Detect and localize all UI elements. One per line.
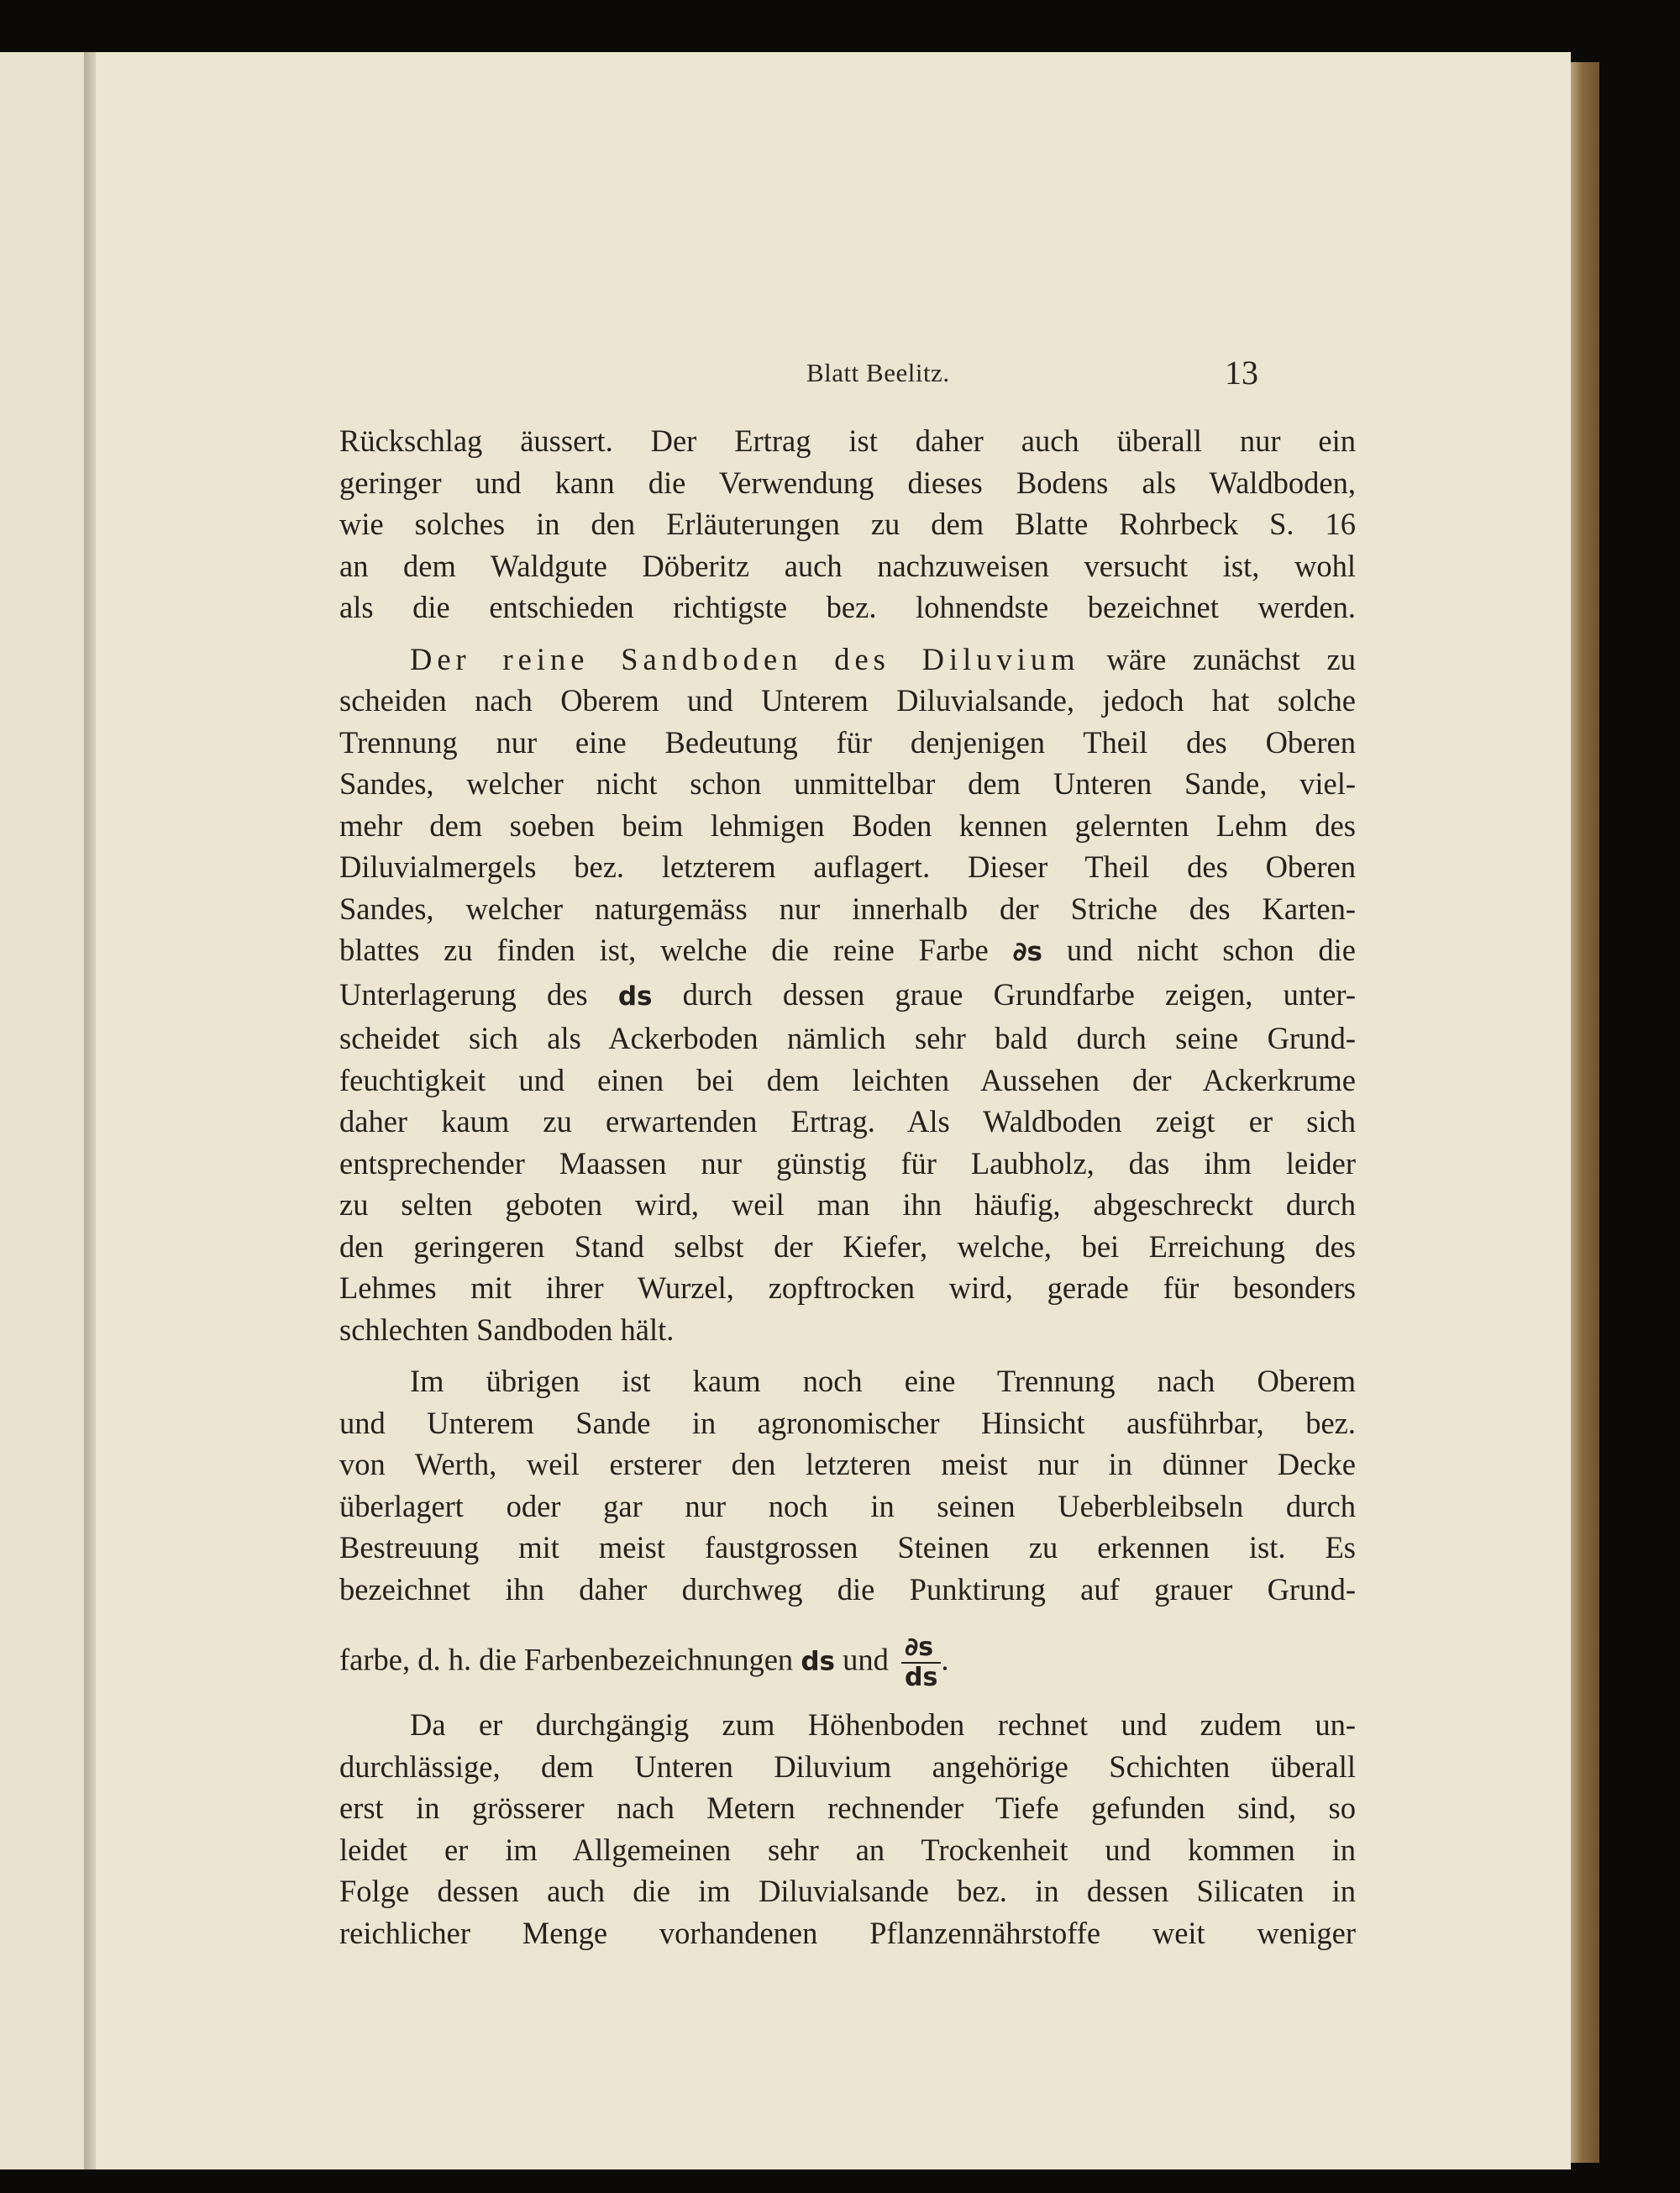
text-line: durchlässige, dem Unteren Diluvium angehörige Schichten überall [339,1749,1356,1784]
text-fragment: blattes zu finden ist, welche die reine Farbe [339,933,1013,967]
text-line: und Unterem Sande in agronomischer Hinsicht ausführbar, bez. [339,1405,1356,1440]
text-line: daher kaum zu erwartenden Ertrag. Als Waldboden zeigt er sich [339,1104,1356,1139]
fraction-denominator: ds [904,1663,938,1692]
text-fragment: farbe, d. h. die Farbenbezeichnungen [339,1642,801,1677]
text-line: Im übrigen ist kaum noch eine Trennung nach Oberem [410,1364,1356,1398]
text-line: Sandes, welcher nicht schon unmittelbar dem Unteren Sande, viel- [339,766,1356,801]
text-line: mehr dem soeben beim lehmigen Boden kennen gelernten Lehm des [339,807,1356,843]
map-symbol: ∂s [1012,937,1042,967]
book-page [96,52,1571,2169]
paragraph-1 [339,420,1356,628]
text-fragment: und [834,1642,896,1677]
page-number: 13 [1225,354,1258,392]
text-line: Da er durchgängig zum Höhenboden rechnet und zudem un- [410,1707,1356,1742]
text-fragment: und nicht schon die [1042,933,1356,967]
text-fragment: wäre zunächst zu [1079,641,1356,676]
running-title: Blatt Beelitz. [806,358,950,387]
paragraph-3 [339,1360,1356,1691]
text-line: erst in grösserer nach Metern rechnender Tiefe gefunden sind, so [339,1791,1356,1825]
page-header [96,353,1571,395]
text-line: Folge dessen auch die im Diluvialsande bez. in dessen Silicaten in [339,1874,1356,1908]
text-fragment: . [941,1642,949,1677]
text-line: entsprechender Maassen nur günstig für Laubholz, das ihm leider [339,1145,1356,1181]
text-line: Trennung nur eine Bedeutung für denjenigen Theil des Oberen [339,724,1356,760]
text-line: scheiden nach Oberem und Unterem Diluvialsande, jedoch hat solche [339,683,1356,718]
text-line: Diluvialmergels bez. letzterem auflagert. Dieser Theil des Oberen [339,849,1356,884]
text-fragment: Unterlagerung des [339,976,618,1012]
page-block-edge [1571,62,1599,2163]
text-line: scheidet sich als Ackerboden nämlich sehr bald durch seine Grund- [339,1021,1356,1055]
text-line: Bestreuung mit meist faustgrossen Steinen zu erkennen ist. Es [339,1530,1356,1565]
text-line: Lehmes mit ihrer Wurzel, zopftrocken wird, gerade für besonders [339,1270,1356,1305]
text-line: überlagert oder gar nur noch in seinen Ueberbleibseln durch [339,1488,1356,1523]
text-line [339,1635,1356,1691]
spaced-heading-text: Der reine Sandboden des Diluvium [410,641,1080,676]
text-fragment: durch dessen graue Grundfarbe zeigen, unter- [652,976,1356,1012]
text-line: schlechten Sandboden hält. [339,1312,675,1347]
text-line: geringer und kann die Verwendung dieses Bodens als Waldboden, [339,465,1356,500]
text-line [339,929,1356,974]
symbol-fraction [901,1635,941,1691]
facing-page-edge [0,52,84,2169]
text-line [339,974,1356,1018]
text-line: bezeichnet ihn daher durchweg die Punktirung auf grauer Grund- [339,1571,1356,1607]
text-line: Sandes, welcher naturgemäss nur innerhalb der Striche des Karten- [339,891,1356,926]
body-text [339,420,1356,1954]
fraction-numerator: ∂s [901,1635,941,1664]
text-line: an dem Waldgute Döberitz auch nachzuweisen versucht ist, wohl [339,548,1356,583]
text-line: von Werth, weil ersterer den letzteren meist nur in dünner Decke [339,1447,1356,1481]
text-line: wie solches in den Erläuterungen zu dem Blatte Rohrbeck S. 16 [339,507,1356,541]
text-line: zu selten geboten wird, weil man ihn häufig, abgeschreckt durch [339,1187,1356,1222]
text-line: feuchtigkeit und einen bei dem leichten Aussehen der Ackerkrume [339,1062,1356,1097]
text-line [339,639,1356,681]
map-symbol: ds [801,1646,835,1677]
paragraph-2 [339,639,1356,1351]
text-line: als die entschieden richtigste bez. lohnendste bezeichnet werden. [339,590,1356,624]
text-line: leidet er im Allgemeinen sehr an Trockenheit und kommen in [339,1832,1356,1867]
text-line: den geringeren Stand selbst der Kiefer, welche, bei Erreichung des [339,1228,1356,1264]
map-symbol: ds [617,981,653,1012]
paragraph-4 [339,1704,1356,1954]
text-line: reichlicher Menge vorhandenen Pflanzennährstoffe weit weniger [339,1915,1356,1950]
text-line: Rückschlag äussert. Der Ertrag ist daher auch überall nur ein [339,423,1356,458]
book-gutter [84,52,96,2169]
